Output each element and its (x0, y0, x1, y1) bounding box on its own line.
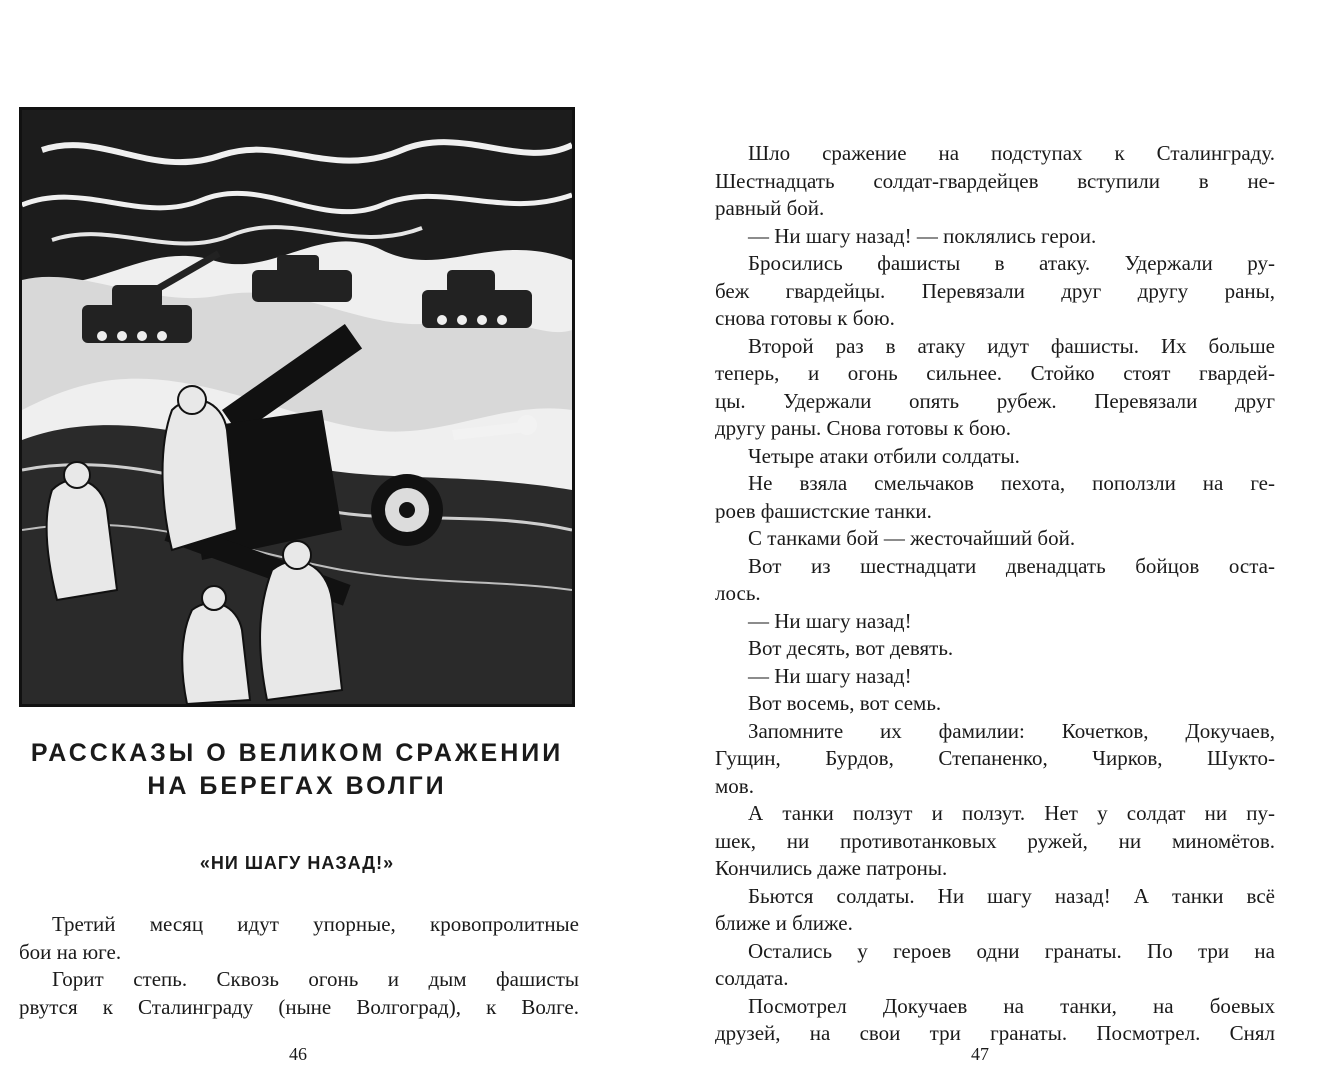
text-line: цы. Удержали опять рубеж. Перевязали друг (715, 388, 1275, 413)
text-line: — Ни шагу назад! — поклялись герои. (748, 223, 1097, 248)
text-line: Не взяла смельчаков пехота, поползли на ге- (748, 471, 1275, 495)
left-page (0, 0, 640, 1076)
text-line: Третий месяц идут упорные, кровопролитные (52, 912, 579, 936)
left-page-text (19, 911, 579, 1021)
text-line: равный бой. (715, 196, 825, 220)
text-line: ближе и ближе. (715, 911, 853, 935)
text-line: Вот десять, вот девять. (748, 636, 954, 660)
text-line: друзей, на свои три гранаты. Посмотрел. Снял (715, 1021, 1275, 1045)
text-line: Вот из шестнадцати двенадцать бойцов оста- (748, 553, 1275, 578)
text-line: Шестнадцать солдат-гвардейцев вступили в не- (715, 168, 1275, 193)
section-heading (19, 737, 575, 803)
page-number: 46 (289, 1044, 307, 1064)
text-line: шек, ни противотанковых ружей, ни миномётов. (715, 828, 1275, 853)
text-line: Гущин, Бурдов, Степаненко, Чирков, Шукто- (715, 746, 1275, 770)
text-line: снова готовы к бою. (715, 306, 895, 330)
text-line: Горит степь. Сквозь огонь и дым фашисты (52, 967, 579, 991)
section-heading-line: РАССКАЗЫ О ВЕЛИКОМ СРАЖЕНИИ (30, 739, 564, 767)
text-line: — Ни шагу назад! (748, 608, 912, 633)
war-illustration (19, 107, 575, 707)
text-line: Бросились фашисты в атаку. Удержали ру- (748, 251, 1275, 275)
right-page (680, 0, 1320, 1076)
text-line: Остались у героев одни гранаты. По три на (748, 938, 1275, 963)
text-line: А танки ползут и ползут. Нет у солдат ни пу- (748, 801, 1275, 825)
text-line: бои на юге. (19, 939, 122, 964)
text-line: Запомните их фамилии: Кочетков, Докучаев, (748, 718, 1275, 743)
text-line: теперь, и огонь сильнее. Стойко стоят гвардей- (715, 361, 1275, 385)
text-line: Шло сражение на подступах к Сталинграду. (748, 141, 1275, 165)
story-title: «НИ ШАГУ НАЗАД!» (199, 853, 395, 873)
text-line: Бьются солдаты. Ни шагу назад! А танки всё (748, 883, 1275, 908)
illustration-drawing (22, 110, 572, 704)
text-line: роев фашистские танки. (715, 498, 932, 523)
text-line: Кончились даже патроны. (715, 856, 948, 880)
text-line: беж гвардейцы. Перевязали друг другу раны, (715, 278, 1275, 303)
text-line: Вот восемь, вот семь. (748, 691, 942, 715)
text-line: — Ни шагу назад! (748, 663, 912, 688)
text-line: Второй раз в атаку идут фашисты. Их больше (748, 333, 1275, 358)
text-line: С танками бой — жесточайший бой. (748, 526, 1076, 550)
text-line: солдата. (715, 966, 789, 990)
text-line: Посмотрел Докучаев на танки, на боевых (748, 993, 1275, 1018)
text-line: рвутся к Сталинграду (ныне Волгоград), к Волге. (19, 994, 579, 1019)
section-heading-line: НА БЕРЕГАХ ВОЛГИ (147, 772, 447, 800)
right-page-text (715, 140, 1275, 1048)
text-line: другу раны. Снова готовы к бою. (715, 416, 1011, 440)
page-number: 47 (971, 1044, 989, 1064)
text-line: Четыре атаки отбили солдаты. (748, 443, 1020, 468)
text-line: мов. (715, 773, 754, 798)
text-line: лось. (715, 581, 761, 605)
